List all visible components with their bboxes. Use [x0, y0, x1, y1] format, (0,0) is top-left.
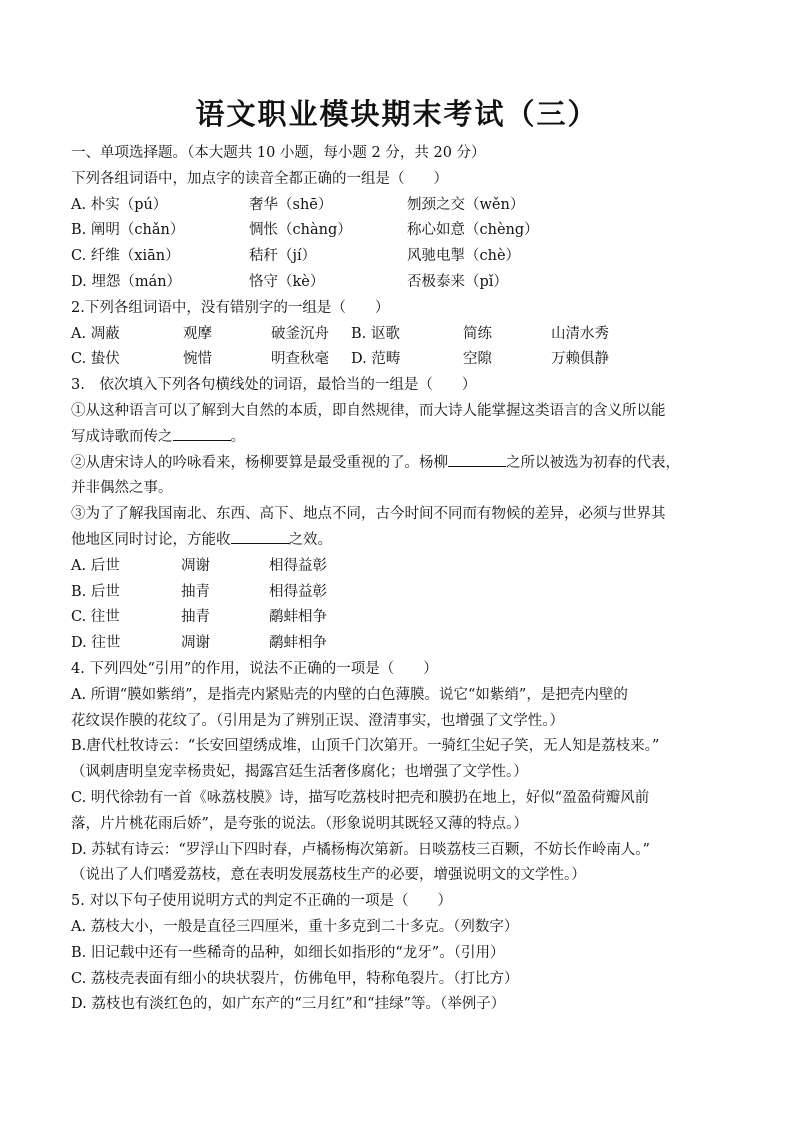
- exam-content: [71, 141, 731, 1018]
- q4-option-d[interactable]: D. 苏轼有诗云：“罗浮山下四时春，卢橘杨梅次第新。日啖荔枝三百颗，不妨长作岭南人。”: [71, 841, 650, 858]
- q4-option-c-cont: 落，片片桃花雨后娇”，是夸张的说法。（形象说明其既轻又薄的特点。）: [71, 815, 528, 832]
- q4-option-b[interactable]: B.唐代杜牧诗云：“长安回望绣成堆，山顶千门次第开。一骑红尘妃子笑，无人知是荔枝来。”: [71, 738, 660, 755]
- section-heading: 一、单项选择题。（本大题共 10 小题，每小题 2 分，共 20 分）: [71, 145, 486, 161]
- q3-sentence-3: ③为了了解我国南北、东西、高下、地点不同，古今时间不同而有物候的差异，必须与世界其: [71, 506, 666, 523]
- q3-sentence-2: ②从唐宋诗人的吟咏看来，杨柳要算是最受重视的了。杨柳 之所以被选为初春的代表，: [71, 454, 680, 471]
- q3-stem: 3. 依次填入下列各句横线处的词语，最恰当的一组是（ ）: [71, 377, 477, 394]
- q5-stem: 5. 对以下句子使用说明方式的判定不正确的一项是（ ）: [71, 893, 452, 910]
- q4-stem: 4. 下列四处“引用”的作用，说法不正确的一项是（ ）: [71, 660, 438, 677]
- q3-sentence-2-cont: 并非偶然之事。: [71, 480, 173, 497]
- q5-option-c[interactable]: C. 荔枝壳表面有细小的块状裂片，仿佛龟甲，特称龟裂片。（打比方）: [71, 970, 519, 987]
- q3-sentence-1-cont: 写成诗歌而传之 。: [71, 428, 245, 445]
- q3-blank-2[interactable]: [448, 466, 506, 467]
- q3-option-b[interactable]: B. 后世 抽青 相得益彰: [71, 583, 327, 600]
- q2-stem: 2.下列各组词语中，没有错别字的一组是（ ）: [71, 299, 390, 316]
- q3-blank-3[interactable]: [231, 543, 289, 544]
- q5-option-d[interactable]: D. 荔枝也有淡红色的，如广东产的“三月红”和“挂绿”等。（举例子）: [71, 996, 506, 1013]
- q4-option-a-cont: 花纹误作膜的花纹了。（引用是为了辨别正误、澄清事实，也增强了文学性。）: [71, 712, 564, 729]
- q4-option-b-cont: （讽刺唐明皇宠幸杨贵妃，揭露宫廷生活奢侈腐化；也增强了文学性。）: [71, 764, 528, 781]
- page-title: 语文职业模块期末考试（三）: [195, 97, 599, 131]
- q3-blank-1[interactable]: [173, 440, 231, 441]
- q3-option-d[interactable]: D. 往世 凋谢 鹬蚌相争: [71, 635, 327, 652]
- q3-sentence-1: ①从这种语言可以了解到大自然的本质，即自然规律，而大诗人能掌握这类语言的含义所以能: [71, 402, 666, 419]
- q3-option-c[interactable]: C. 往世 抽青 鹬蚌相争: [71, 609, 327, 626]
- q4-option-c[interactable]: C. 明代徐勃有一首《咏荔枝膜》诗，描写吃荔枝时把壳和膜扔在地上，好似“盈盈荷瓣风前: [71, 789, 650, 806]
- q2-options-cd[interactable]: C. 蛰伏 惋惜 明查秋毫 D. 范畴 空隙 万赖俱静: [71, 351, 609, 368]
- q4-option-d-cont: （说出了人们嗜爱荔枝，意在表明发展荔枝生产的必要，增强说明文的文学性。）: [71, 867, 586, 884]
- q1-option-d[interactable]: D. 埋怨（mán） 恪守（kè） 否极泰来（pǐ）: [71, 273, 508, 290]
- q5-option-a[interactable]: A. 荔枝大小，一般是直径三四厘米，重十多克到二十多克。（列数字）: [71, 918, 519, 935]
- q2-options-ab[interactable]: A. 凋蔽 观摩 破釜沉舟 B. 讴歌 简练 山清水秀: [71, 325, 609, 342]
- q3-sentence-3-cont: 他地区同时讨论，方能收 之效。: [71, 531, 332, 548]
- q1-stem: 下列各组词语中，加点字的读音全都正确的一组是（ ）: [71, 170, 448, 187]
- q1-option-a[interactable]: A. 朴实（pú） 奢华（shē） 刎颈之交（wěn）: [71, 196, 525, 213]
- q5-option-b[interactable]: B. 旧记载中还有一些稀奇的品种，如细长如指形的“龙牙”。（引用）: [71, 944, 505, 961]
- q4-option-a[interactable]: A. 所谓“膜如紫绡”，是指壳内紧贴壳的内壁的白色薄膜。说它“如紫绡”，是把壳内壁的: [71, 686, 628, 703]
- q1-option-b[interactable]: B. 阐明（chǎn） 惆怅（chàng） 称心如意（chèng）: [71, 222, 539, 239]
- q3-option-a[interactable]: A. 后世 凋谢 相得益彰: [71, 557, 327, 574]
- q1-option-c[interactable]: C. 纤维（xiān） 秸秆（jí） 风驰电掣（chè）: [71, 248, 521, 265]
